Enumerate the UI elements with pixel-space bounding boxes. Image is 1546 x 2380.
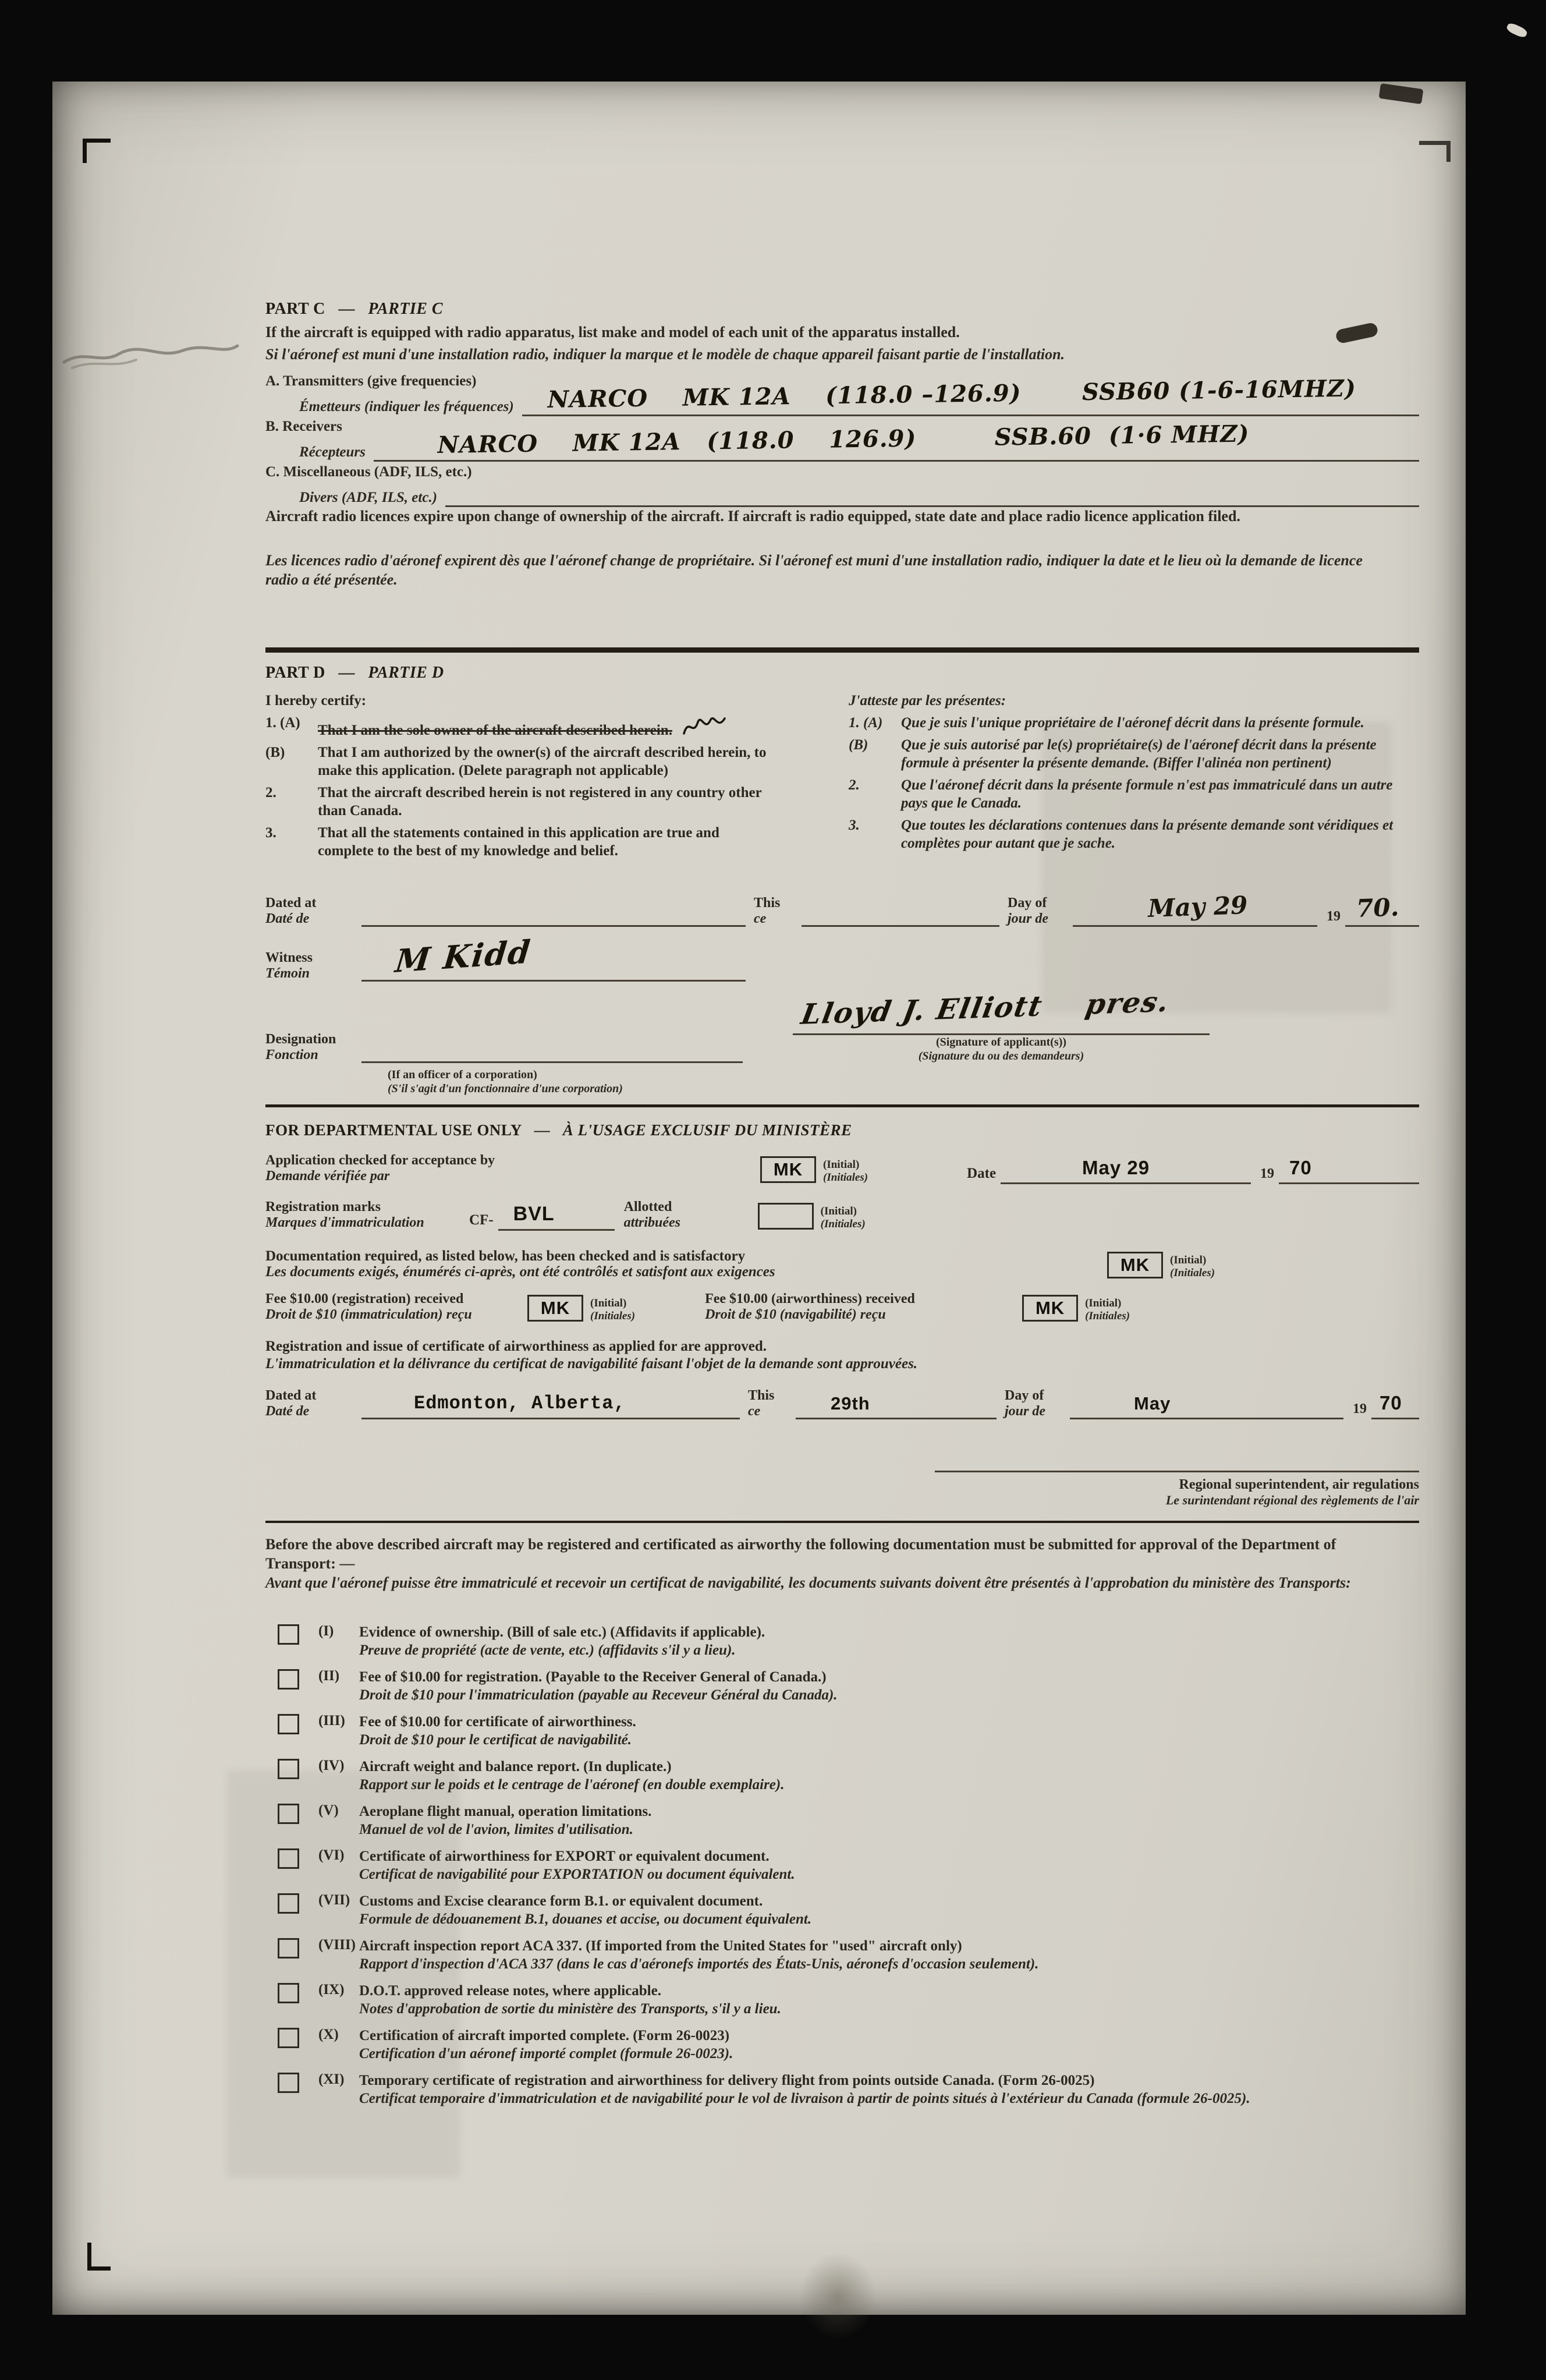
officer-note-en: (If an officer of a corporation) bbox=[388, 1068, 537, 1081]
receivers-row bbox=[265, 417, 1419, 462]
day-of-label: Day of jour de bbox=[1005, 1388, 1046, 1419]
initials-stamp: MK bbox=[1120, 1255, 1150, 1275]
date-label: Date bbox=[967, 1166, 997, 1181]
initial-box-documentation bbox=[1107, 1252, 1163, 1278]
initial-box-fee-registration bbox=[527, 1295, 583, 1322]
crop-mark-top-left bbox=[83, 139, 111, 163]
application-checked-row bbox=[265, 1153, 1419, 1184]
year-fill-line bbox=[1279, 1159, 1419, 1184]
section-divider bbox=[265, 1521, 1419, 1523]
receivers-handwriting: NARCO MK 12A (118.0 126.9) SSB.60 (1·6 MHZ) bbox=[437, 420, 1250, 459]
miscellaneous-row bbox=[265, 462, 1419, 507]
initials-stamp: MK bbox=[1035, 1298, 1065, 1318]
officer-note-fr: (S'il s'agit d'un fonctionnaire d'une corporation) bbox=[388, 1082, 623, 1095]
handwritten-year: 70. bbox=[1356, 892, 1400, 923]
initials-stamp: MK bbox=[773, 1159, 803, 1180]
receivers-label-fr: Récepteurs bbox=[299, 444, 366, 460]
miscellaneous-fill-line bbox=[445, 481, 1419, 507]
transmitters-row bbox=[265, 371, 1419, 416]
registration-marks-label: Registration marks Marques d'immatriculation bbox=[265, 1199, 424, 1230]
bleed-through-ghost bbox=[227, 1770, 460, 2177]
witness-signature: M Kidd bbox=[393, 933, 533, 980]
initial-box-fee-airworthiness bbox=[1022, 1295, 1078, 1322]
part-d-heading-en: PART D bbox=[265, 664, 325, 682]
smudge-mark bbox=[800, 2253, 876, 2340]
signature-caption-fr: (Signature du ou des demandeurs) bbox=[918, 1050, 1084, 1062]
requirement-item: (XI) Temporary certificate of registration and airworthiness for delivery flight from points outside Canada. (Form 26-0025) Certificat temporaire d'immatriculation et de navigabilité pour le vol de livraison à partir de points situés à l'extérieur du Canada (formule 26-0025). bbox=[265, 2071, 1419, 2108]
dated-month-fill-line bbox=[1070, 1394, 1343, 1419]
cert-item-3-fr: 3. Que toutes les déclarations contenues dans la présente demande sont véridiques et complètes pour autant que je sache. bbox=[849, 817, 1393, 851]
cf-prefix: CF- bbox=[469, 1212, 494, 1228]
checkbox bbox=[278, 1669, 299, 1690]
signature-caption-en: (Signature of applicant(s)) bbox=[935, 1036, 1067, 1049]
applicant-signature: Lloyd J. Elliott pres. bbox=[799, 985, 1172, 1031]
year-prefix: 19 bbox=[1353, 1401, 1367, 1416]
transmitters-label-en: A. Transmitters (give frequencies) bbox=[265, 373, 477, 389]
requirement-item: (III) Fee of $10.00 for certificate of airworthiness. Droit de $10 pour le certificat de navigabilité. bbox=[265, 1713, 1419, 1749]
witness-fill-line bbox=[361, 933, 746, 982]
registration-marks-fill-line bbox=[498, 1205, 615, 1231]
requirement-item: (VIII) Aircraft inspection report ACA 337. (If imported from the United States for "used" aircraft only) Rapport d'inspection d'ACA 337 (dans le cas d'aéronefs importés des États-Unis, aéronefs d'occasion seulement). bbox=[265, 1937, 1419, 1973]
certifications-english bbox=[265, 693, 778, 864]
requirements-intro-en: Before the above described aircraft may be registered and certificated as airworthy the following documentation must be submitted for approval of the Department of Transport: — bbox=[265, 1536, 1336, 1572]
dated-at-label: Dated at Daté de bbox=[265, 895, 317, 926]
requirement-item: (I) Evidence of ownership. (Bill of sale etc.) (Affidavits if applicable). Preuve de propriété (acte de vente, etc.) (affidavits s'il y a lieu). bbox=[265, 1623, 1419, 1659]
cert-item-1b-en: (B) That I am authorized by the owner(s) of the aircraft described herein, to make this application. (Delete paragraph not applicable) bbox=[265, 745, 767, 778]
requirement-item: (II) Fee of $10.00 for registration. (Payable to the Receiver General of Canada.) Droit de $10 pour l'immatriculation (payable au Receveur Général du Canada). bbox=[265, 1668, 1419, 1704]
date-fill-line bbox=[1001, 1159, 1251, 1184]
cert-item-1a-en: 1. (A) That I am the sole owner of the aircraft described herein. bbox=[265, 714, 778, 739]
witness-label: Witness Témoin bbox=[265, 950, 313, 981]
section-divider bbox=[265, 647, 1419, 653]
approval-paragraph bbox=[265, 1338, 1419, 1373]
initial-caption: (Initial) (Initiales) bbox=[1170, 1254, 1215, 1279]
dated-place-fill-line bbox=[361, 901, 746, 927]
initial-box-allotted bbox=[758, 1203, 814, 1230]
requirement-item: (X) Certification of aircraft imported complete. (Form 26-0023) Certification d'un aéronef importé complet (formule 26-0023). bbox=[265, 2027, 1419, 2063]
dated-at-label: Dated at Daté de bbox=[265, 1388, 317, 1419]
transmitters-handwriting: NARCO MK 12A (118.0 –126.9) SSB60 (1-6-16MHZ) bbox=[547, 374, 1356, 413]
requirement-item: (IV) Aircraft weight and balance report. (In duplicate.) Rapport sur le poids et le centrage de l'aéronef (en double exemplaire). bbox=[265, 1758, 1419, 1794]
part-c-intro-fr: Si l'aéronef est muni d'une installation radio, indiquer la marque et le modèle de chaque appareil faisant partie de l'installation. bbox=[265, 346, 1065, 363]
crop-mark-top-right bbox=[1419, 141, 1451, 162]
receivers-label-en: B. Receivers bbox=[265, 419, 342, 434]
year-prefix: 19 bbox=[1260, 1166, 1275, 1181]
transmitters-label-fr: Émetteurs (indiquer les fréquences) bbox=[299, 399, 514, 415]
initial-box-checked bbox=[760, 1156, 816, 1183]
date-stamp: May 29 bbox=[1082, 1157, 1150, 1178]
superintendent-en: Regional superintendent, air regulations bbox=[1179, 1477, 1419, 1492]
dated-month-stamp: May bbox=[1134, 1393, 1171, 1414]
year-stamp: 70 bbox=[1380, 1392, 1402, 1414]
initial-caption: (Initial) (Initiales) bbox=[820, 1205, 866, 1230]
scanned-form-page bbox=[52, 82, 1466, 2315]
registration-marks-row bbox=[265, 1199, 1419, 1231]
dated-day-stamp: 29th bbox=[831, 1393, 870, 1414]
part-c-note-en: Aircraft radio licences expire upon change of ownership of the aircraft. If aircraft is radio equipped, state date and place radio licence application filed. bbox=[265, 508, 1240, 525]
requirement-item: (V) Aeroplane flight manual, operation limitations. Manuel de vol de l'avion, limites d'utilisation. bbox=[265, 1802, 1419, 1839]
this-label: This ce bbox=[754, 895, 781, 926]
superintendent-block bbox=[935, 1471, 1419, 1508]
miscellaneous-label-en: C. Miscellaneous (ADF, ILS, etc.) bbox=[265, 464, 472, 480]
cert-item-2-fr: 2. Que l'aéronef décrit dans la présente formule n'est pas immatriculé dans un autre pays que le Canada. bbox=[849, 777, 1393, 811]
designation-label: Designation Fonction bbox=[265, 1032, 336, 1062]
receivers-fill-line bbox=[374, 420, 1419, 462]
part-c-heading-en: PART C bbox=[265, 300, 325, 318]
miscellaneous-label-fr: Divers (ADF, ILS, etc.) bbox=[299, 490, 438, 505]
dated-place-fill-line bbox=[361, 1394, 740, 1419]
fee-airworthiness-label: Fee $10.00 (airworthiness) received Droit de $10 (navigabilité) reçu bbox=[705, 1291, 915, 1322]
this-label: This ce bbox=[748, 1388, 775, 1419]
part-c-heading-fr: PARTIE C bbox=[368, 300, 444, 318]
dated-day-fill-line bbox=[802, 901, 999, 927]
registration-marks-stamp: BVL bbox=[513, 1203, 555, 1225]
year-prefix: 19 bbox=[1327, 909, 1341, 924]
approval-fr: L'immatriculation et la délivrance du certificat de navigabilité faisant l'objet de la demande sont approuvées. bbox=[265, 1356, 918, 1372]
application-checked-label: Application checked for acceptance by Demande vérifiée par bbox=[265, 1153, 495, 1184]
day-of-label: Day of jour de bbox=[1008, 895, 1049, 926]
certify-label-fr: J'atteste par les présentes: bbox=[849, 693, 1006, 709]
cert-item-2-en: 2. That the aircraft described herein is not registered in any country other than Canada. bbox=[265, 785, 762, 819]
documentation-row bbox=[265, 1248, 1419, 1280]
cert-item-3-en: 3. That all the statements contained in this application are true and complete to the best of my knowledge and belief. bbox=[265, 825, 719, 859]
certify-label-en: I hereby certify: bbox=[265, 693, 367, 709]
requirement-item: (IX) D.O.T. approved release notes, where applicable. Notes d'approbation de sortie du ministère des Transports, s'il y a lieu. bbox=[265, 1982, 1419, 2018]
part-c-heading: PART C — PARTIE C bbox=[265, 300, 444, 318]
fee-registration-label: Fee $10.00 (registration) received Droit de $10 (immatriculation) reçu bbox=[265, 1291, 472, 1322]
allotted-label: Allotted attribuées bbox=[623, 1199, 680, 1230]
handwritten-initials-mark bbox=[682, 714, 727, 739]
departmental-heading-en: FOR DEPARTMENTAL USE ONLY bbox=[265, 1121, 522, 1139]
designation-fill-line bbox=[361, 1037, 743, 1063]
cert-item-1a-fr: 1. (A) Que je suis l'unique propriétaire de l'aéronef décrit dans la présente formule. bbox=[849, 715, 1364, 731]
crop-mark-bottom-left bbox=[87, 2243, 111, 2271]
initials-stamp: MK bbox=[540, 1298, 570, 1318]
film-speck bbox=[1505, 22, 1528, 39]
fees-row bbox=[265, 1291, 1419, 1323]
transmitters-fill-line bbox=[522, 374, 1419, 416]
struck-sole-owner-text: That I am the sole owner of the aircraft described herein. bbox=[318, 722, 672, 738]
part-d-heading-fr: PARTIE D bbox=[368, 664, 444, 682]
dated-day-fill-line bbox=[796, 1394, 997, 1419]
officer-note bbox=[388, 1068, 853, 1096]
requirement-item: (VII) Customs and Excise clearance form B.1. or equivalent document. Formule de dédouanement B.1, douanes et accise, ou document équivalent. bbox=[265, 1892, 1419, 1928]
part-c-intro-en: If the aircraft is equipped with radio apparatus, list make and model of each unit of the apparatus installed. bbox=[265, 324, 960, 341]
year-fill-line bbox=[1371, 1394, 1419, 1419]
departmental-heading: FOR DEPARTMENTAL USE ONLY — À L'USAGE EXCLUSIF DU MINISTÈRE bbox=[265, 1121, 852, 1139]
dated-place-stamp: Edmonton, Alberta, bbox=[414, 1393, 626, 1414]
pencil-scribble bbox=[61, 326, 241, 378]
requirement-item: (VI) Certificate of airworthiness for EXPORT or equivalent document. Certificat de navigabilité pour EXPORTATION ou document équivalent. bbox=[265, 1847, 1419, 1883]
requirements-intro-fr: Avant que l'aéronef puisse être immatriculé et recevoir un certificat de navigabilité, les documents suivants doivent être présentés à l'approbation du ministère des Transports: bbox=[265, 1574, 1351, 1591]
initial-caption: (Initial) (Initiales) bbox=[1085, 1297, 1130, 1322]
initial-caption: (Initial) (Initiales) bbox=[590, 1297, 636, 1322]
part-c-note-fr: Les licences radio d'aéronef expirent dès que l'aéronef change de propriétaire. Si l'aéronef est muni d'une installation radio, indiquer la date et le lieu où la demande de licence radio a été présentée. bbox=[265, 552, 1363, 588]
cert-item-1b-fr: (B) Que je suis autorisé par le(s) propriétaire(s) de l'aéronef décrit dans la présente formule à présenter la présente demande. (Biffer l'alinéa non pertinent) bbox=[849, 737, 1377, 771]
departmental-dated-row bbox=[265, 1388, 1419, 1419]
superintendent-fr: Le surintendant régional des règlements de l'air bbox=[1165, 1493, 1419, 1507]
checkbox bbox=[278, 1714, 299, 1734]
handwritten-date: May 29 bbox=[1147, 891, 1249, 923]
section-divider bbox=[265, 1104, 1419, 1107]
year-stamp: 70 bbox=[1289, 1157, 1312, 1178]
checkbox bbox=[278, 1624, 299, 1645]
documentation-label: Documentation required, as listed below, has been checked and is satisfactory Les documents exigés, énumérés ci-après, ont été contrôlés et satisfont aux exigences bbox=[265, 1248, 775, 1280]
approval-en: Registration and issue of certificate of airworthiness as applied for are approved. bbox=[265, 1338, 767, 1354]
initial-caption: (Initial) (Initiales) bbox=[823, 1159, 868, 1184]
departmental-heading-fr: À L'USAGE EXCLUSIF DU MINISTÈRE bbox=[562, 1121, 852, 1139]
part-d-heading: PART D — PARTIE D bbox=[265, 664, 444, 682]
bleed-through-ghost bbox=[1042, 722, 1391, 1013]
